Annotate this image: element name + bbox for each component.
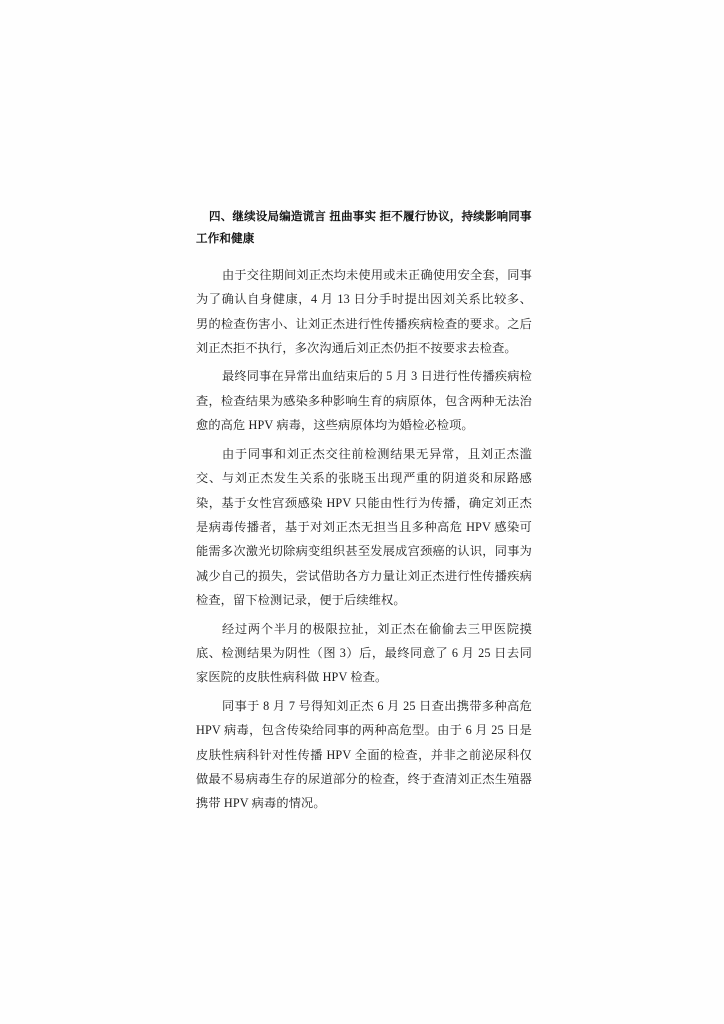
paragraph: 由于交往期间刘正杰均未使用或未正确使用安全套，同事为了确认自身健康，4 月 13 日分手时提出因刘关系比较多、男的检查伤害小、让刘正杰进行性传播疾病检查的要求。之后刘正杰拒不执行，多次沟通后刘正杰仍拒不按要求去检查。 bbox=[196, 267, 532, 356]
paragraph: 最终同事在异常出血结束后的 5 月 3 日进行性传播疾病检查，检查结果为感染多种影响生育的病原体，包含两种无法治愈的高危 HPV 病毒，这些病原体均为婚检必检项。 bbox=[196, 369, 532, 433]
paragraph: 经过两个半月的极限拉扯，刘正杰在偷偷去三甲医院摸底、检测结果为阴性（图 3）后，最终同意了 6 月 25 日去同家医院的皮肤性病科做 HPV 检查。 bbox=[196, 621, 532, 685]
section-heading: 四、继续设局编造谎言 扭曲事实 拒不履行协议，持续影响同事工作和健康 bbox=[196, 211, 532, 246]
paragraph: 由于同事和刘正杰交往前检测结果无异常，且刘正杰滥交、与刘正杰发生关系的张晓玉出现严重的阴道炎和尿路感染，基于女性宫颈感染 HPV 只能由性行为传播，确定刘正杰是病毒传播者，基于对刘正杰无担当且多种高危 HPV 感染可能需多次激光切除病变组织甚至发展成宫颈癌的认识，同事为减少自己的损失，尝试借助各方力量让刘正杰进行性传播疾病检查，留下检测记录，便于后续维权。 bbox=[196, 446, 532, 608]
paragraph: 同事于 8 月 7 号得知刘正杰 6 月 25 日查出携带多种高危 HPV 病毒，包含传染给同事的两种高危型。由于 6 月 25 日是皮肤性病科针对性传播 HPV 全面的检查，并非之前泌尿科仅做最不易病毒生存的尿道部分的检查，终于查清刘正杰生殖器携带 HPV 病毒的情况。 bbox=[196, 698, 532, 811]
document-body bbox=[196, 206, 532, 816]
